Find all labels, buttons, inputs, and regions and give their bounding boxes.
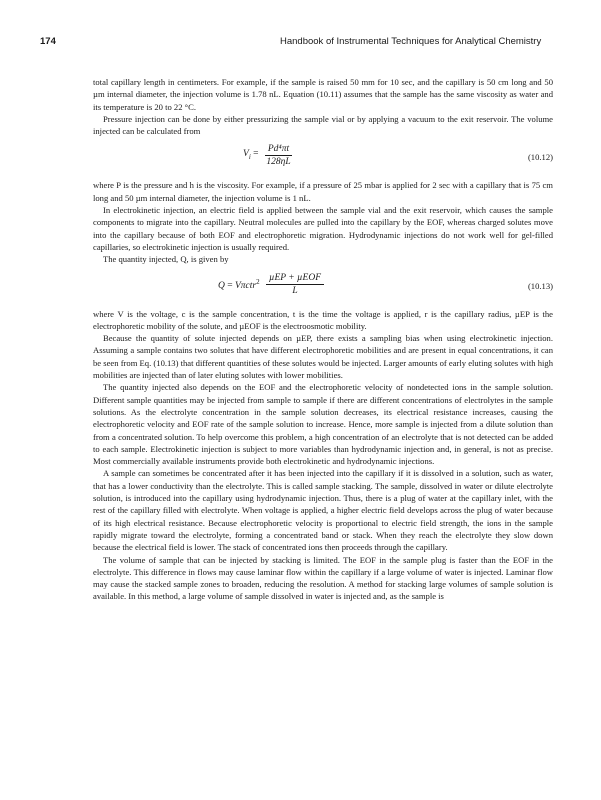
body-text [93,76,553,603]
paragraph: The volume of sample that can be injected by stacking is limited. The EOF in the sample plug is faster than the EOF in the electrolyte. This difference in flows may cause laminar flow within the capillary if a large volume of water is injected. Laminar flow may cause the stacked sample zones to broaden, reducing the resolution. A method for stacking large volumes of sample solution is available. In this method, a large volume of sample dissolved in water is injected and, as the sample is [93,554,553,602]
paragraph: The quantity injected, Q, is given by [103,254,229,265]
equation-expression [218,272,324,297]
paragraph: A sample can sometimes be concentrated after it has been injected into the capillary if it is dissolved in a solution, such as water, that has a lower conductivity than the electrolyte. This is called sample stacking. The sample, dissolved in water or dilute electrolyte solution, is introduced into the capillary using hydrodynamic injection. Thus, there is a plug of water at the capillary inlet, with the rest of the capillary filled with electrolyte. When voltage is applied, a higher electric field develops across the plug of water because of its high electrical resistance. Because electrophoretic velocity is proportional to electric field strength, the ions in the sample rapidly migrate toward the electrolyte, forming a concentrated band or stack. When they reach the electrolyte they slow down because the electrical field is lower. The stack of concentrated ions then proceeds through the capillary. [93,468,553,553]
equation-fraction [265,143,292,168]
numerator: µEP + µEOF [266,272,324,285]
equation-10-12 [93,139,553,177]
paragraph: In electrokinetic injection, an electric field is applied between the sample vial and the exit reservoir, which causes the sample components to migrate into the capillary. Neutral molecules are pulled into the capillary by the EOF, whereas charged solutes move into the capillary because of both EOF and electrophoretic migration. Hydrodynamic injections do not work well for gel-filled capillaries, so electrokinetic injection is usually required. [93,205,553,252]
paragraph: The quantity injected also depends on the EOF and the electrophoretic velocity of nondetected ions in the sample solution. Different sample quantities may be injected from sample to sample if there are different concentrations of electrolytes in the sample solutions. As the electrolyte concentration in the sample solution decreases, its electrical resistance increases, causing the electrophoretic velocity and EOF rate of the sample solution to increase. Hence, more sample is injected from a dilute solution than from a concentrated solution. To help overcome this problem, a high concentration of an electrolyte that is not detected can be added to each sample. Electrokinetic injection is subject to more variables than hydrodynamic injection and, in general, is not as precise. Most commercially available instruments provide both electrokinetic and hydrodynamic injections. [93,382,553,467]
equation-expression [243,143,292,168]
page-header [40,36,552,50]
running-head: Handbook of Instrumental Techniques for Analytical Chemistry [280,36,542,47]
paragraph: Because the quantity of solute injected depends on µEP, there exists a sampling bias when using electrokinetic injection. Assuming a sample contains two solutes that have different electrophoretic mobilities and are present in equal concentrations, it can be seen from Eq. (10.13) that different quantities of these solutes would be injected. Larger amounts of early eluting solutes with high mobilities are injected than of later eluting solutes with lower mobilities. [93,333,553,381]
equation-10-13 [93,268,553,306]
equation-lhs: Q = Vπctr$^2$ [218,277,260,291]
equation-lhs: $V_i$ = [243,149,259,162]
equation-number: (10.13) [527,280,553,291]
paragraph: total capillary length in centimeters. For example, if the sample is raised 50 mm for 10 sec, and the capillary is 50 cm long and 50 µm internal diameter, the injection volume is 1.78 nL. Equation (10.11) assumes that the sample has the same viscosity as water and its temperature is 20 to 22 °C. [93,77,553,112]
denominator: L [292,285,298,296]
paragraph: Pressure injection can be done by either pressurizing the sample vial or by applying a vacuum to the exit reservoir. The volume injected can be calculated from [93,113,553,137]
paragraph: where P is the pressure and h is the viscosity. For example, if a pressure of 25 mbar is applied for 2 sec with a capillary that is 75 cm long and 50 µm internal diameter, the injection volume is 1 nL. [93,180,553,203]
equation-number: (10.12) [527,152,553,163]
page-number: 174 [40,36,56,47]
paragraph: where V is the voltage, c is the sample concentration, t is the time the voltage is applied, r is the capillary radius, µEP is the electrophoretic mobility of the solute, and µEOF is the electroosmotic mobility. [93,308,553,331]
equation-fraction [266,272,324,297]
denominator: 128ηL [266,157,291,168]
numerator: Pd⁴πt [265,143,292,156]
